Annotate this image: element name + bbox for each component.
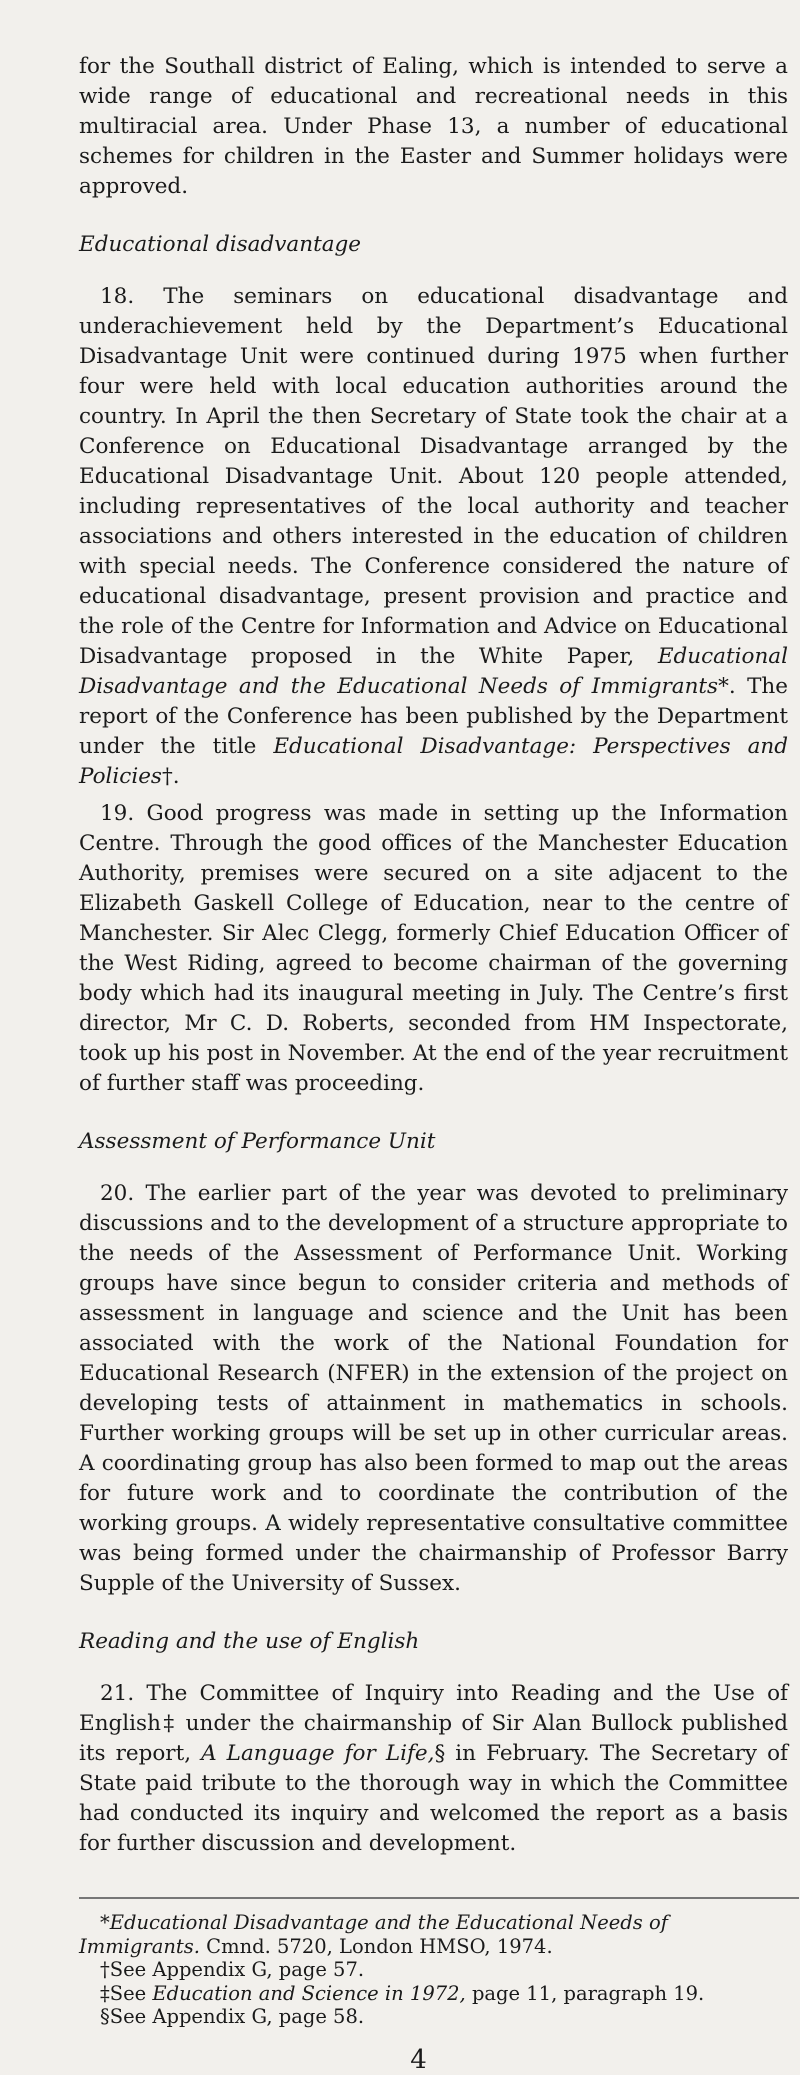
footnotes (79, 1911, 788, 2029)
footnote-1 (79, 1911, 788, 1958)
paragraph-21 (79, 1679, 788, 1859)
paragraph-21-italic-title: A Language for Life, (201, 1741, 435, 1766)
paragraph-18-italic-title-2: Educational Disadvantage: Perspectives and Policies (79, 734, 788, 789)
footnote-3-italic: Education and Science in 1972, (152, 1981, 466, 2005)
heading-assessment-of-performance-unit: Assessment of Performance Unit (79, 1129, 436, 1154)
footnote-1-italic: *Educational Disadvantage and the Educational Needs of Immigrants. (79, 1911, 668, 1958)
footnote-1-text: Cmnd. 5720, London HMSO, 1974. (199, 1934, 553, 1958)
paragraph-18 (79, 282, 788, 792)
paragraph-18-text-3: †. (161, 764, 180, 789)
paragraph-21-text-2: § in February. The Secretary of State paid tribute to the thorough way in which the Committee had conducted its inquiry and welcomed the report as a basis for further discussion and development. (79, 1741, 788, 1856)
paragraph-20: 20. The earlier part of the year was devoted to preliminary discussions and to the development of a structure appropriate to the needs of the Assessment of Performance Unit. Working groups have since begun to consider criteria and methods of assessment in language and science and the Unit has been associated with the work of the National Foundation for Educational Research (NFER) in the extension of the project on developing tests of attainment in mathematics in schools. Further working groups will be set up in other curricular areas. A coordinating group has also been formed to map out the areas for future work and to coordinate the contribution of the working groups. A widely representative consultative committee was being formed under the chairmanship of Professor Barry Supple of the University of Sussex. (79, 1181, 788, 1596)
page-number: 4 (410, 2044, 427, 2075)
footnote-3 (79, 1982, 788, 2006)
footnote-divider (79, 1897, 799, 1899)
heading-reading-and-english: Reading and the use of English (79, 1629, 420, 1654)
footnote-3-prefix: ‡See (100, 1981, 153, 2005)
paragraph-18-text-1: 18. The seminars on educational disadvantage and underachievement held by the Department’s Educational Disadvantage Unit were continued during 1975 when further four were held with local education authorities around the country. In April the then Secretary of State took the chair at a Conference on Educational Disadvantage arranged by the Educational Disadvantage Unit. About 120 people attended, including representatives of the local authority and teacher associations and others interested in the education of children with special needs. The Conference considered the nature of educational disadvantage, present provision and practice and the role of the Centre for Information and Advice on Educational Disadvantage proposed in the White Paper, (79, 284, 788, 669)
paragraph-18-italic-title-1: Educational Disadvantage and the Educational Needs of Immigrants* (79, 644, 788, 699)
paragraph-21-text-1: 21. The Committee of Inquiry into Reading and the Use of English‡ under the chairmanship of Sir Alan Bullock published its report, (79, 1681, 788, 1766)
heading-educational-disadvantage: Educational disadvantage (79, 232, 362, 257)
paragraph-18-text-2: . The report of the Conference has been published by the Department under the title (79, 674, 788, 759)
paragraph-intro: for the Southall district of Ealing, which is intended to serve a wide range of educational and recreational needs in this multiracial area. Under Phase 13, a number of educational schemes for children in the Easter and Summer holidays were approved. (79, 54, 788, 199)
paragraph-19: 19. Good progress was made in setting up the Information Centre. Through the good offices of the Manchester Education Authority, premises were secured on a site adjacent to the Elizabeth Gaskell College of Education, near to the centre of Manchester. Sir Alec Clegg, formerly Chief Education Officer of the West Riding, agreed to become chairman of the governing body which had its inaugural meeting in July. The Centre’s first director, Mr C. D. Roberts, seconded from HM Inspectorate, took up his post in November. At the end of the year recruitment of further staff was proceeding. (79, 801, 788, 1096)
footnote-3-text: page 11, paragraph 19. (465, 1981, 705, 2005)
footnote-2: †See Appendix G, page 57. (100, 1958, 365, 1981)
footnote-4: §See Appendix G, page 58. (100, 2005, 365, 2028)
